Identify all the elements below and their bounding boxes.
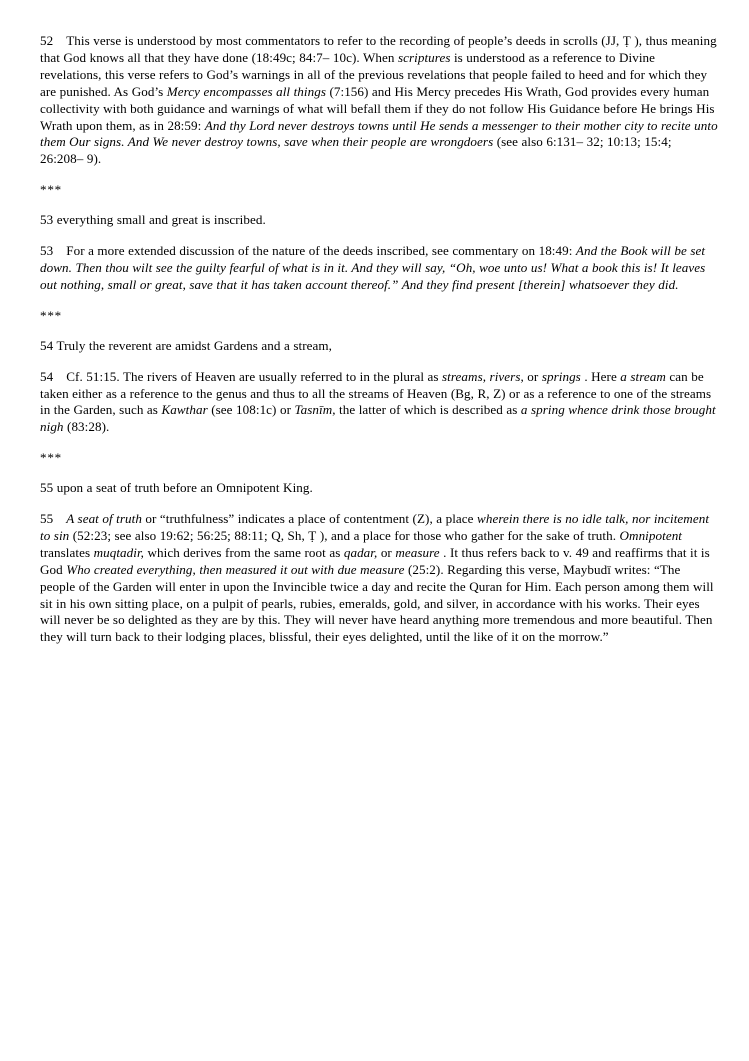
quoted-text: And the Book will be set down. Then thou wilt see the guilty fearful of what is in it. And they will say, “Oh, woe unto us! What a book this is! It leaves out nothing, small or great, save that it has taken account thereof.” And they find present [therein] whatsoever they did. <box>40 243 706 292</box>
verse-line <box>40 480 718 497</box>
quoted-text: Who created everything, then measured it out with due measure <box>66 561 405 577</box>
quoted-text: measure <box>395 544 440 560</box>
quoted-text: Omnipotent <box>619 527 683 543</box>
quoted-text: scriptures <box>397 49 451 65</box>
commentary-number: 53 <box>40 243 54 259</box>
body-text: or “truthfulness” indicates a place of contentment (Z), a place <box>141 511 478 527</box>
body-text: upon a seat of truth before an Omnipotent King. <box>56 480 313 496</box>
body-text: . It thus refers back to v. 49 and reaffirms that it is God <box>40 544 710 577</box>
quoted-text: wherein there is no idle talk, nor incitement to sin <box>40 511 710 543</box>
section-separator: *** <box>40 307 62 323</box>
body-text: is understood as a reference to Divine revelations, this verse refers to God’s warnings in all of the previous revelations that people failed to heed and for which they are punished. As God’s <box>40 49 708 99</box>
body-text: (52:23; see also 19:62; 56:25; 88:11; Q, Sh, Ṭ ), and a place for those who gather for the sake of truth. <box>69 527 620 543</box>
body-text: (7:156) and His Mercy precedes His Wrath, God provides every human collectivity with both guidance and warnings of what will befall them if they do not follow His Guidance before He brings His Wrath upon them, as in 28:59: <box>40 83 715 133</box>
quoted-text: a stream <box>620 368 666 384</box>
body-text: For a more extended discussion of the nature of the deeds inscribed, see commentary on 18:49: <box>66 243 576 259</box>
body-text: (25:2). Regarding this verse, Maybudī writes: “The people of the Garden will enter in upon the Invincible twice a day and recite the Quran for Him. Each person among them will sit in his own sitting place, on a pulpit of pearls, rubies, emeralds, gold, and silver, in accordance with his works. Their eyes will never be so delighted as they are by this. They will never have heard anything more tremendous and more beautiful. Then they will turn back to their lodging places, blissful, their eyes delighted, until the like of it on the morrow.” <box>40 561 714 645</box>
quoted-text: Mercy encompasses all things <box>166 83 326 99</box>
quoted-text: Kawthar <box>161 402 208 418</box>
quoted-text: muqtadir, <box>93 544 145 560</box>
commentary-paragraph <box>40 243 718 294</box>
quoted-text: a spring whence drink those brought nigh <box>40 402 716 435</box>
body-text: (83:28). <box>63 419 110 435</box>
body-text: (see 108:1c) or <box>207 402 295 418</box>
commentary-number: 55 <box>40 511 54 527</box>
body-text: (see also 6:131– 32; 10:13; 15:4; 26:208– 9). <box>40 134 672 167</box>
body-text: Cf. 51:15. The rivers of Heaven are usually referred to in the plural as <box>66 368 443 384</box>
body-text: translates <box>40 544 94 560</box>
body-text: or <box>377 544 396 560</box>
quoted-text: springs <box>541 368 581 384</box>
verse-line <box>40 212 718 229</box>
commentary-number: 52 <box>40 33 54 48</box>
verse-line <box>40 338 718 355</box>
body-text: everything small and great is inscribed. <box>56 212 266 228</box>
commentary-number: 54 <box>40 368 54 384</box>
quoted-text: qadar, <box>343 544 378 560</box>
commentary-paragraph <box>40 33 718 168</box>
verse-number: 54 <box>40 337 54 353</box>
body-text: the latter of which is described as <box>335 402 521 418</box>
quoted-text: streams, rivers, <box>442 368 524 384</box>
body-text: or <box>523 368 542 384</box>
quoted-text: And thy Lord never destroys towns until He sends a messenger to their mother city to recite unto them Our signs. And We never destroy towns, save when their people are wrongdoers <box>40 117 718 150</box>
body-text: . Here <box>580 368 621 384</box>
verse-number: 55 <box>40 480 54 496</box>
body-text: Truly the reverent are amidst Gardens and a stream, <box>56 337 332 353</box>
verse-number: 53 <box>40 212 54 228</box>
body-text: can be taken either as a reference to the genus and thus to all the streams of Heaven (Bg, R, Z) or as a reference to one of the streams in the Garden, such as <box>40 368 712 418</box>
body-text: This verse is understood by most commentators to refer to the recording of people’s deeds in scrolls (JJ, Ṭ ), thus meaning that God knows all that they have done (18:49c; 84:7– 10c). When <box>40 33 717 65</box>
body-text: which derives from the same root as <box>144 544 344 560</box>
commentary-paragraph <box>40 369 718 437</box>
section-separator: *** <box>40 182 62 198</box>
quoted-text: A seat of truth <box>66 511 142 527</box>
page-content <box>40 33 718 646</box>
commentary-paragraph <box>40 511 718 646</box>
quoted-text: Tasnīm, <box>294 402 336 418</box>
section-separator: *** <box>40 450 62 466</box>
